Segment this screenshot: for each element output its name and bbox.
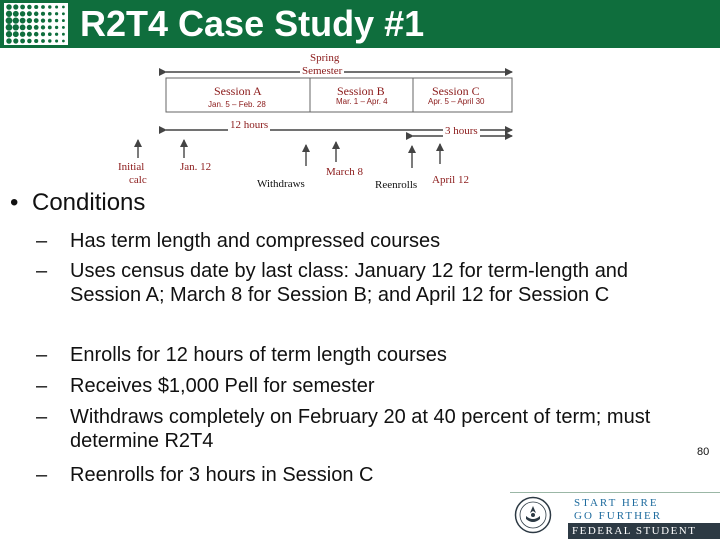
dash-marker: – <box>36 344 48 366</box>
department-seal-icon <box>514 496 552 534</box>
dash-marker: – <box>36 260 48 282</box>
slide-title: R2T4 Case Study #1 <box>80 3 425 44</box>
condition-text: Reenrolls for 3 hours in Session C <box>70 464 374 486</box>
condition-text: Uses census date by last class: January 12 for term-length and Session A; March 8 for Session B; and April 12 for Session C <box>70 260 629 306</box>
dash-marker: – <box>36 406 48 428</box>
condition-item <box>36 463 696 487</box>
initial-calc-label-line2: calc <box>129 174 147 186</box>
dash-marker: – <box>36 464 48 486</box>
three-hours-label: 3 hours <box>445 125 478 137</box>
session-a-name: Session A <box>214 84 262 98</box>
page-number: 80 <box>697 446 710 458</box>
jan12-label: Jan. 12 <box>180 161 212 173</box>
initial-calc-label-line1: Initial <box>118 161 145 173</box>
condition-item <box>36 405 696 453</box>
footer-tagline-line1: START HERE <box>574 497 659 509</box>
session-b-name: Session B <box>337 84 385 98</box>
footer-agency-name: FEDERAL STUDENT AID <box>568 523 720 539</box>
condition-item <box>36 229 696 253</box>
footer-logo <box>510 492 720 553</box>
reenrolls-label: Reenrolls <box>375 179 418 191</box>
condition-item <box>36 343 696 367</box>
april12-label: April 12 <box>432 174 469 186</box>
withdraws-label: Withdraws <box>257 178 305 190</box>
session-a-dates: Jan. 5 – Feb. 28 <box>208 100 266 109</box>
condition-text: Receives $1,000 Pell for semester <box>70 375 375 397</box>
dash-marker: – <box>36 230 48 252</box>
condition-item <box>36 374 696 398</box>
twelve-hours-label: 12 hours <box>230 119 269 131</box>
march8-label: March 8 <box>326 166 363 178</box>
semester-label-line1: Spring <box>310 52 340 64</box>
session-c-name: Session C <box>432 84 480 98</box>
condition-text: Withdraws completely on February 20 at 40 percent of term; must determine R2T4 <box>70 406 651 452</box>
session-b-dates: Mar. 1 – Apr. 4 <box>336 97 388 106</box>
session-c-dates: Apr. 5 – April 30 <box>428 97 485 106</box>
condition-text: Enrolls for 12 hours of term length courses <box>70 344 447 366</box>
condition-text: Has term length and compressed courses <box>70 230 441 252</box>
footer-tagline-line2: GO FURTHER <box>574 510 663 522</box>
dash-marker: – <box>36 375 48 397</box>
condition-item <box>36 259 696 307</box>
semester-label-line2: Semester <box>302 65 343 77</box>
conditions-heading: Conditions <box>32 189 146 216</box>
conditions-bullet: • <box>10 189 19 216</box>
